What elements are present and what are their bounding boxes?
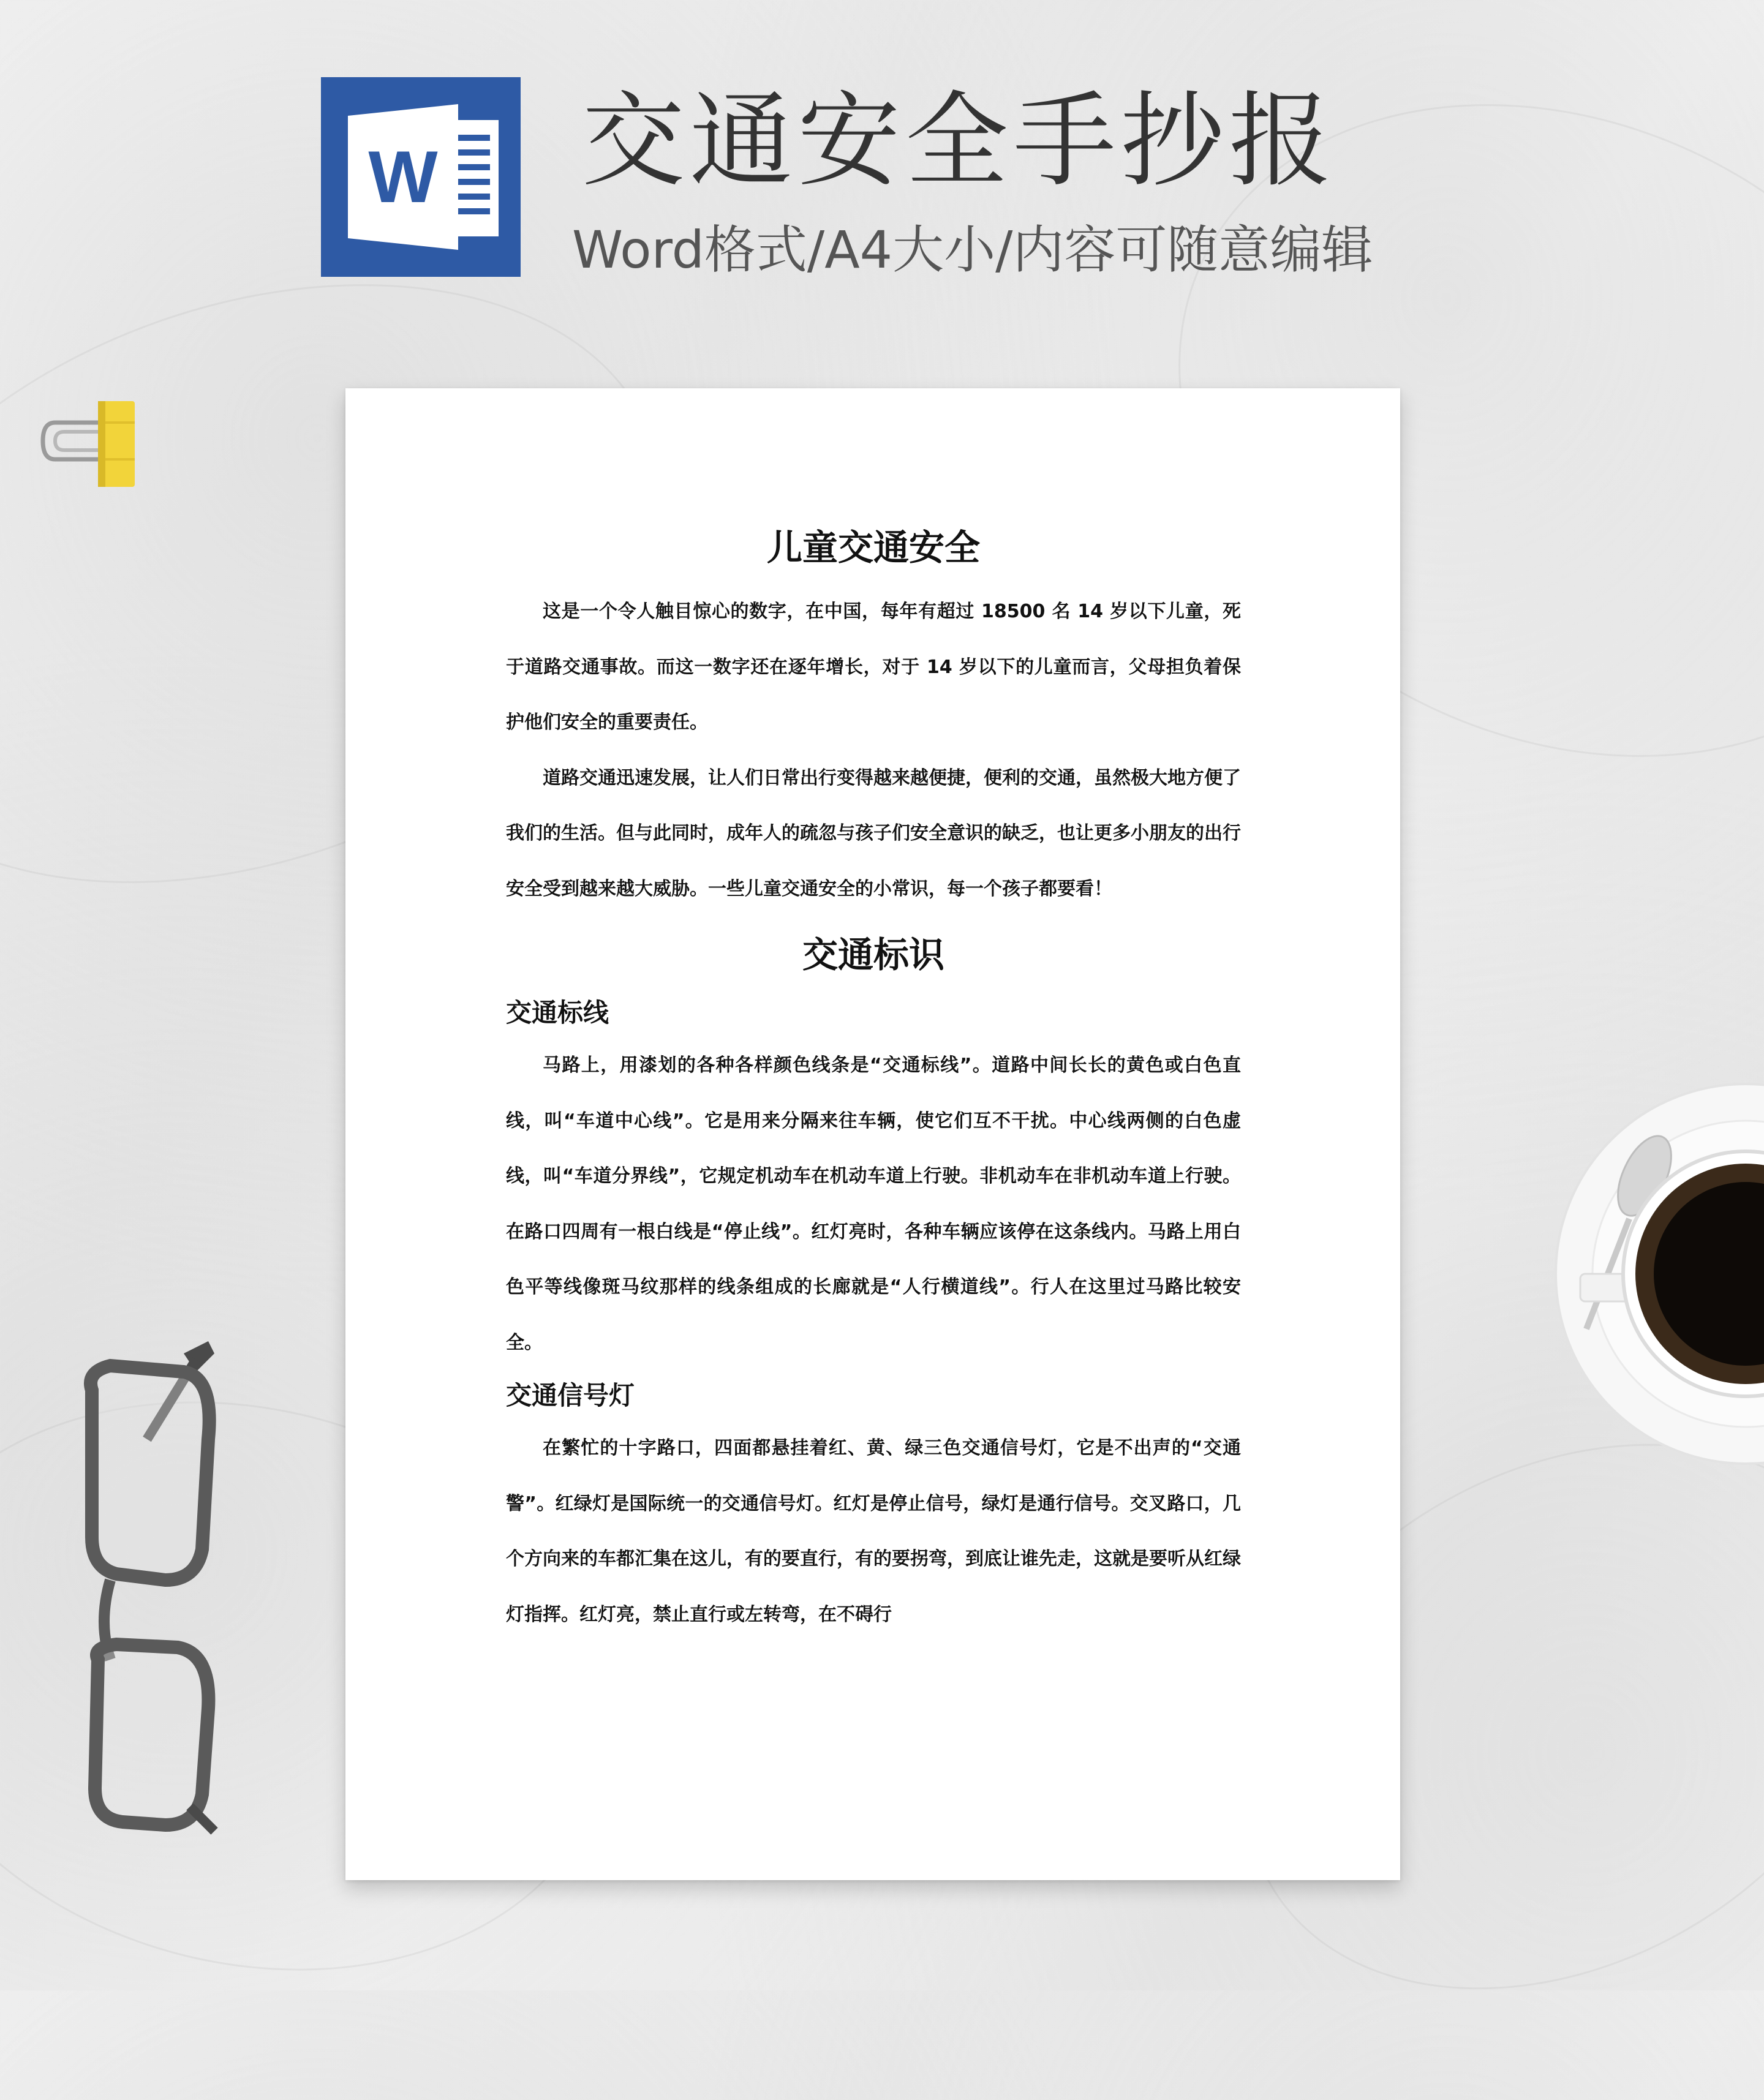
intro-paragraph: 道路交通迅速发展，让人们日常出行变得越来越便捷，便利的交通，虽然极大地方便了我们的生活。但与此同时，成年人的疏忽与孩子们安全意识的缺乏，也让更多小朋友的出行安全受到越来越大威胁。一些儿童交通安全的小常识，每一个孩子都要看！ [506, 767, 1241, 900]
coffee-cup-icon [1544, 1072, 1764, 1500]
subsection-paragraph: 在繁忙的十字路口，四面都悬挂着红、黄、绿三色交通信号灯，它是不出声的“交通警”。红绿灯是国际统一的交通信号灯。红灯是停止信号，绿灯是通行信号。交叉路口，几个方向来的车都汇集在这儿，有的要直行，有的要拐弯，到底让谁先走，这就是要听从红绿灯指挥。红灯亮，禁止直行或左转弯，在不碍行 [506, 1437, 1241, 1625]
subsection-heading: 交通信号灯 [506, 1380, 635, 1410]
logo-letter: W [368, 136, 438, 218]
word-logo-icon [321, 77, 521, 277]
eyeglasses-icon [74, 1317, 233, 1837]
document-page [345, 388, 1400, 1880]
page-subtitle: Word格式/A4大小/内容可随意编辑 [572, 220, 1373, 280]
section-title: 交通标识 [802, 934, 944, 976]
intro-paragraph: 这是一个令人触目惊心的数字，在中国，每年有超过 18500 名 14 岁以下儿童，死于道路交通事故。而这一数字还在逐年增长，对于 14 岁以下的儿童而言，父母担负着保护他们安全的重要责任。 [506, 601, 1241, 733]
page-title: 交通安全手抄报 [582, 81, 1336, 201]
subsection-paragraph: 马路上，用漆划的各种各样颜色线条是“交通标线”。道路中间长长的黄色或白色直线，叫“车道中心线”。它是用来分隔来往车辆，使它们互不干扰。中心线两侧的白色虚线，叫“车道分界线”，它规定机动车在机动车道上行驶。非机动车在非机动车道上行驶。在路口四周有一根白线是“停止线”。红灯亮时，各种车辆应该停在这条线内。马路上用白色平等线像斑马纹那样的线条组成的长廊就是“人行横道线”。行人在这里过马路比较安全。 [506, 1055, 1241, 1353]
binder-clip-icon [37, 398, 144, 490]
subsection-heading: 交通标线 [506, 998, 609, 1028]
document-content [506, 523, 1241, 1643]
document-title: 儿童交通安全 [766, 527, 980, 568]
